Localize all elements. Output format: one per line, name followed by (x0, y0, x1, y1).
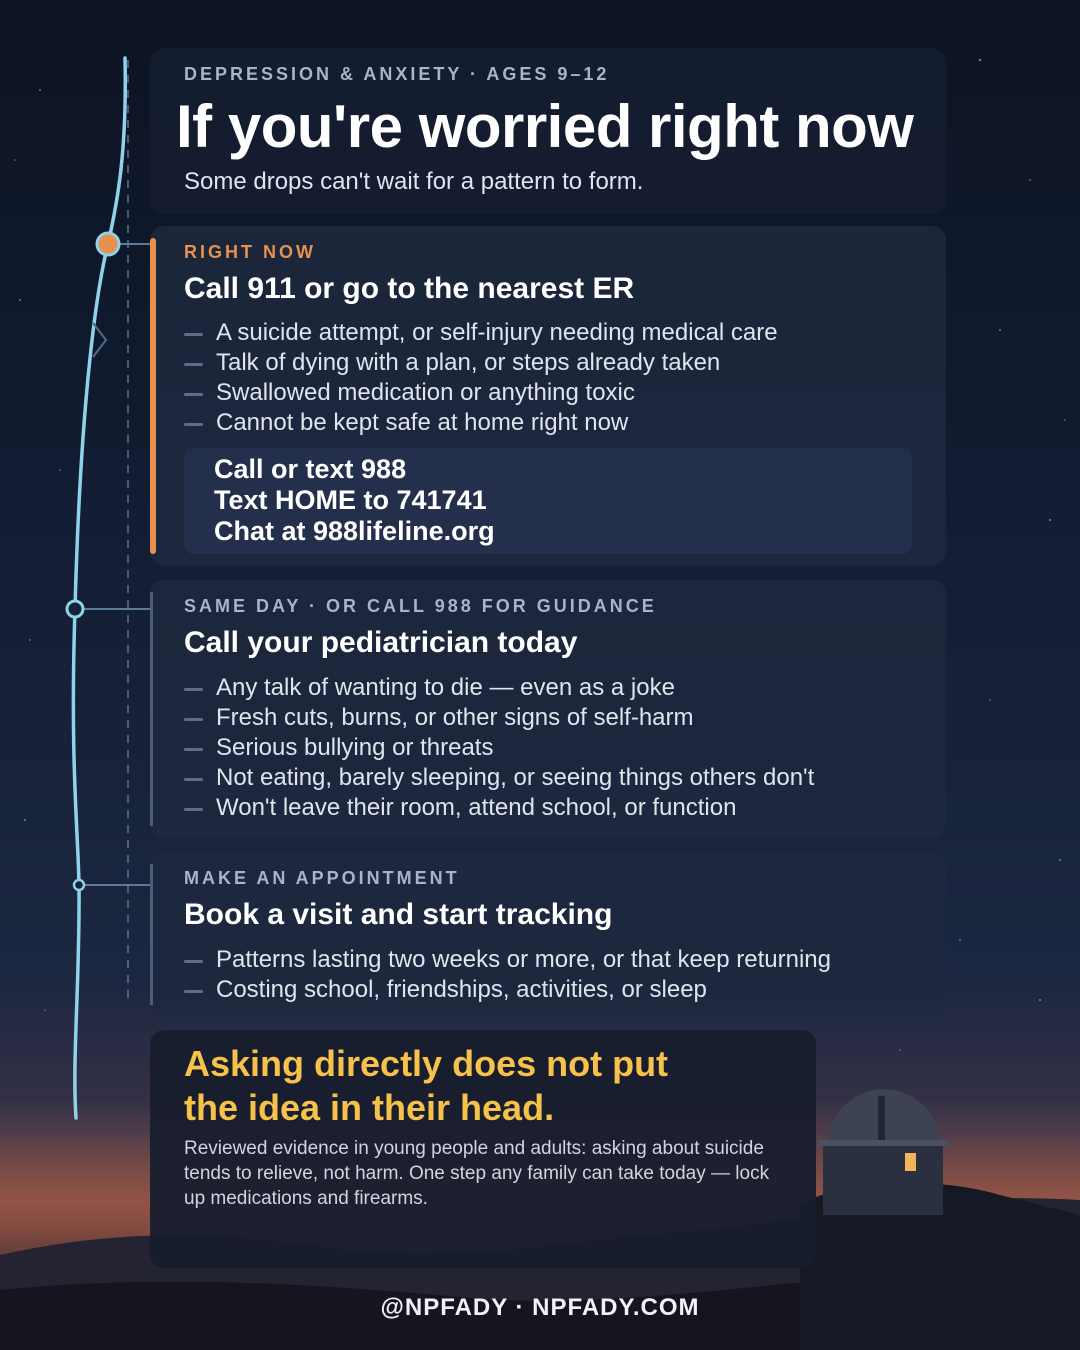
header-card (150, 48, 946, 214)
list-item: Talk of dying with a plan, or steps already taken (184, 348, 778, 378)
list-item: Won't leave their room, attend school, or function (184, 793, 814, 823)
tier-kicker: RIGHT NOW (184, 242, 316, 262)
list-item: Patterns lasting two weeks or more, or that keep returning (184, 945, 831, 975)
list-item: Not eating, barely sleeping, or seeing things others don't (184, 763, 814, 793)
tier-title: Call 911 or go to the nearest ER (184, 272, 635, 305)
tier-accent-bar (150, 864, 153, 1005)
tier-card-appointment (150, 852, 946, 1017)
list-item: Cannot be kept safe at home right now (184, 408, 778, 438)
tier-list (184, 318, 778, 438)
timeline-node-appointment (74, 880, 84, 890)
page-title: If you're worried right now (176, 93, 914, 160)
tier-accent-bar (150, 592, 153, 826)
tier-kicker: MAKE AN APPOINTMENT (184, 868, 460, 888)
tier-list (184, 673, 814, 823)
callout-body: Reviewed evidence in young people and adults: asking about suicide tends to relieve, not harm. One step any family can take today — lock up medications and firearms. (184, 1138, 770, 1209)
list-item: Serious bullying or threats (184, 733, 814, 763)
callout-headline-line-2: the idea in their head. (184, 1087, 555, 1128)
hotline-text-line[interactable]: Text HOME to 741741 (214, 485, 487, 515)
list-item: Fresh cuts, burns, or other signs of self-harm (184, 703, 814, 733)
list-item: A suicide attempt, or self-injury needing medical care (184, 318, 778, 348)
callout-headline-line-1: Asking directly does not put (184, 1043, 669, 1084)
hotline-chat-link[interactable]: Chat at 988lifeline.org (214, 516, 495, 546)
timeline-node-right-now (97, 233, 119, 255)
tier-title: Call your pediatrician today (184, 626, 578, 659)
timeline-node-same-day (67, 601, 83, 617)
tier-card-same-day (150, 580, 946, 838)
tier-card-right-now (150, 226, 946, 566)
footer-handle[interactable]: @NPFADY · NPFADY.COM (380, 1294, 700, 1321)
list-item: Swallowed medication or anything toxic (184, 378, 778, 408)
hotline-988[interactable]: Call or text 988 (214, 454, 407, 484)
tier-list (184, 945, 831, 1005)
list-item: Costing school, friendships, activities, or sleep (184, 975, 831, 1005)
tier-title: Book a visit and start tracking (184, 898, 613, 931)
header-kicker: DEPRESSION & ANXIETY · AGES 9–12 (184, 64, 610, 84)
tier-accent-bar (150, 238, 156, 554)
hotline-box (184, 448, 912, 554)
callout-card (150, 1030, 816, 1268)
page-subtitle: Some drops can't wait for a pattern to form. (184, 168, 644, 195)
list-item: Any talk of wanting to die — even as a joke (184, 673, 814, 703)
tier-kicker: SAME DAY · OR CALL 988 FOR GUIDANCE (184, 596, 657, 616)
